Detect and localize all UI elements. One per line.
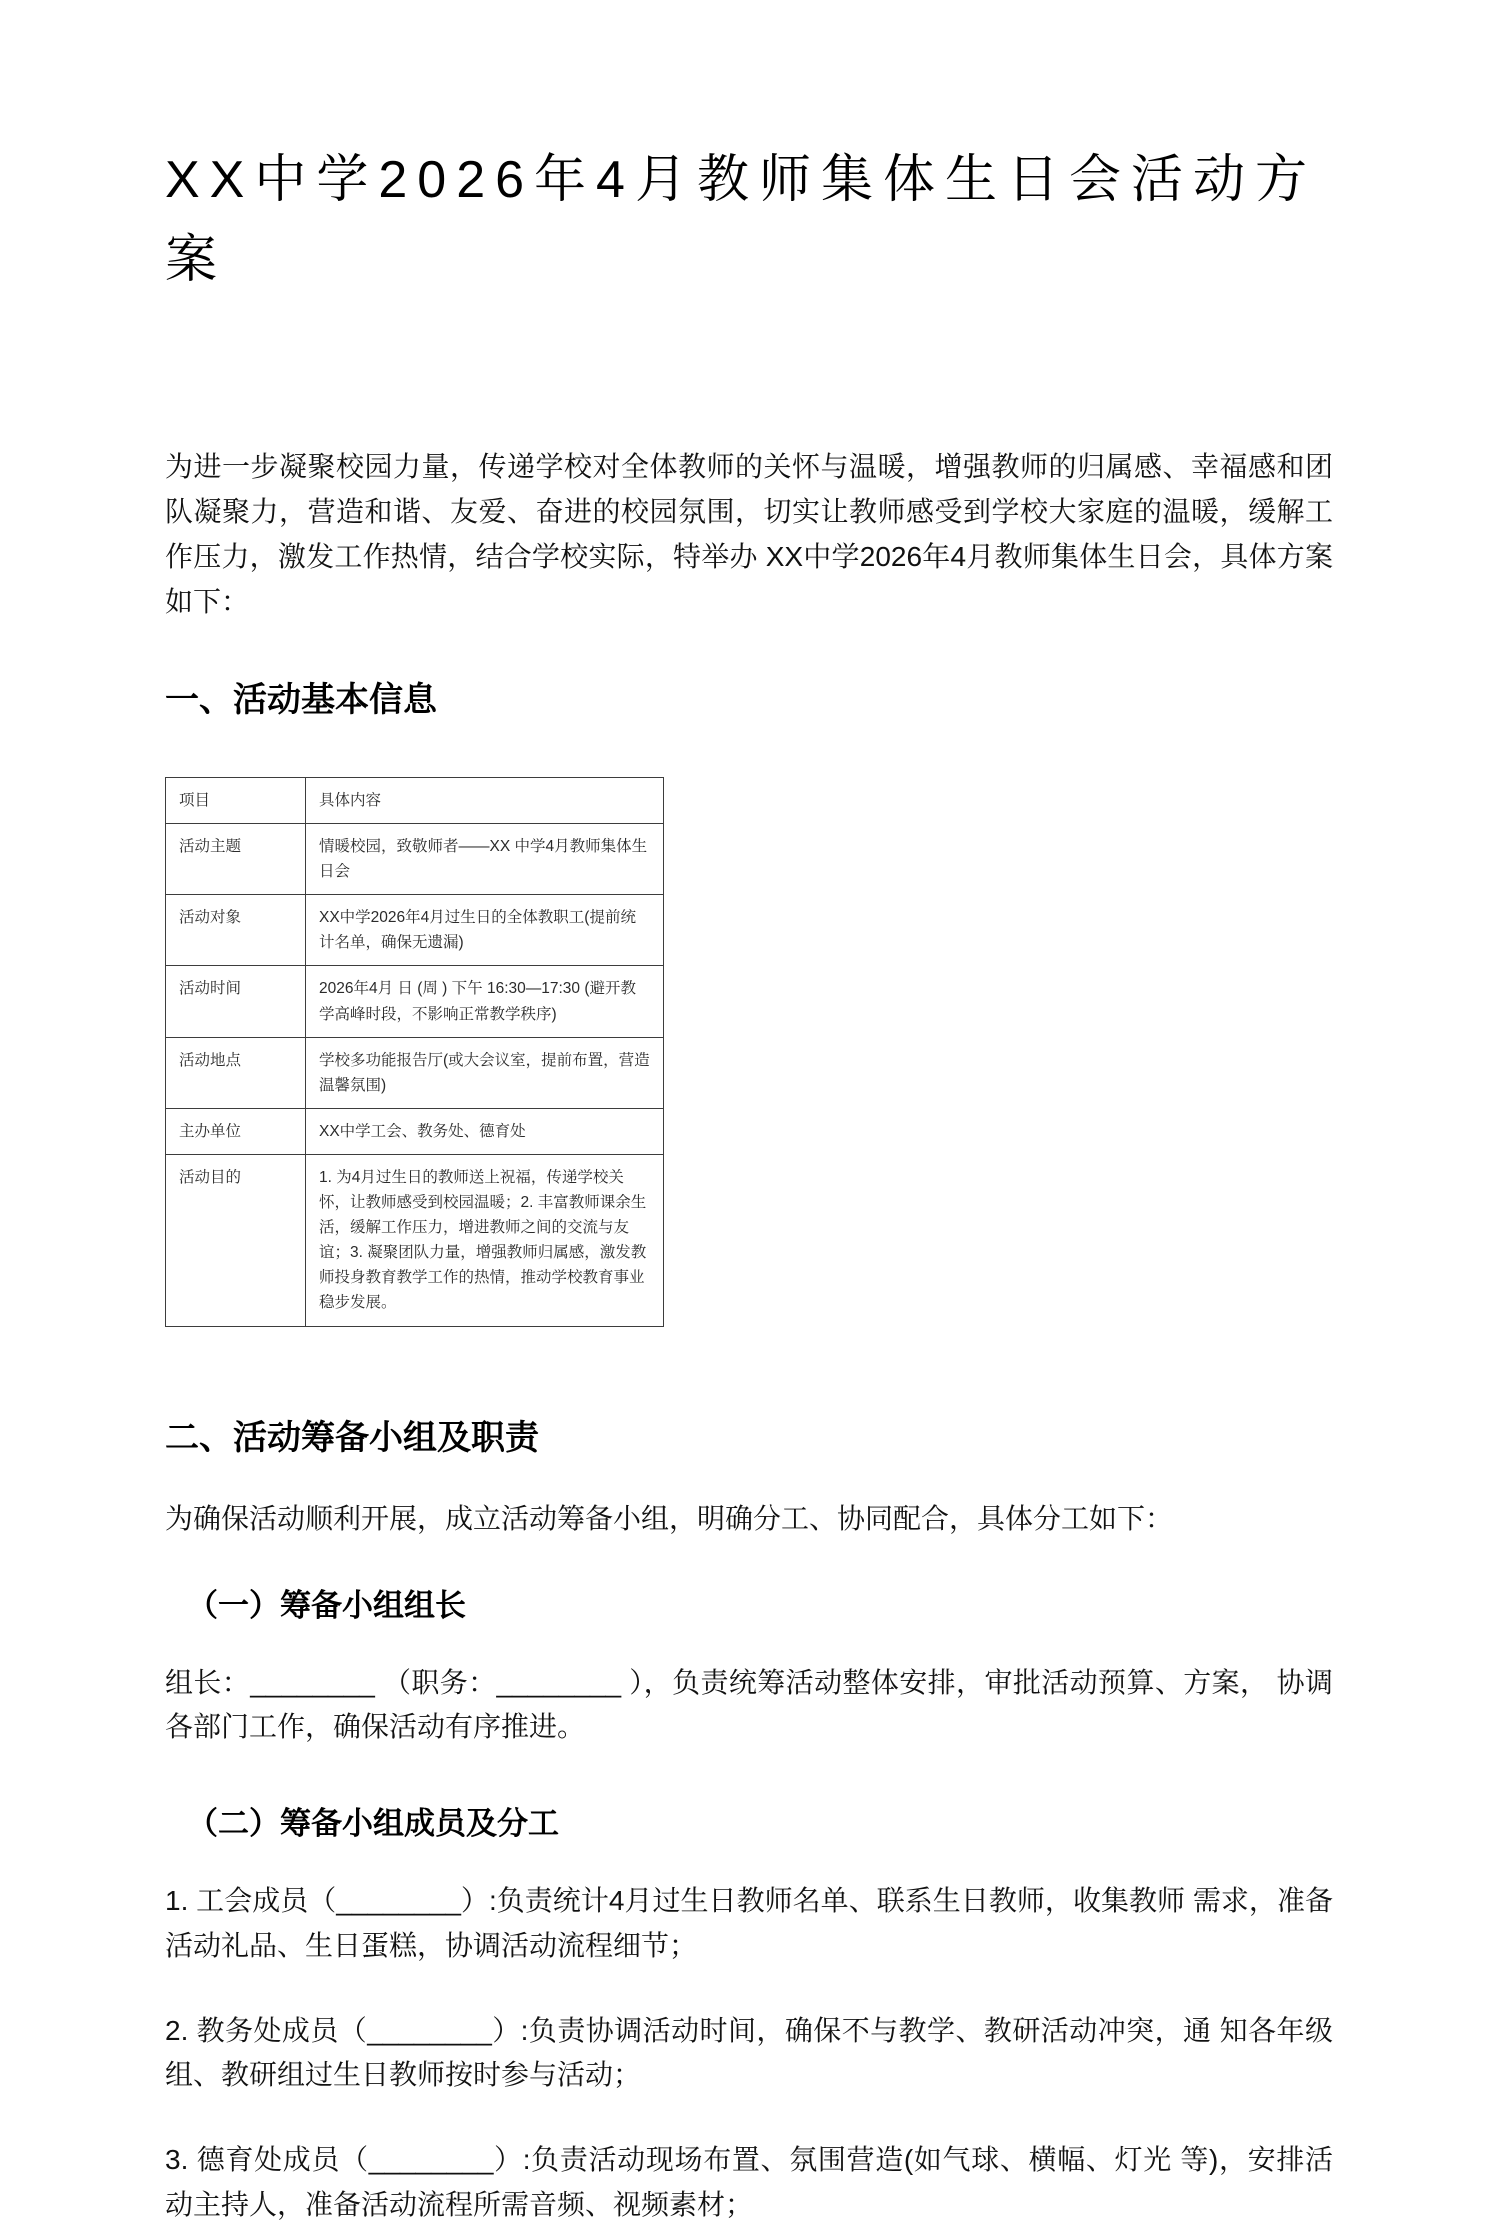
section-2-intro-paragraph: 为确保活动顺利开展，成立活动筹备小组，明确分工、协同配合，具体分工如下： (165, 1503, 1174, 1535)
section-2-heading: 二、活动筹备小组及职责 (165, 1418, 539, 1457)
row-value-cell: XX中学2026年4月过生日的全体教职工(提前统计名单，确保无遗漏) (306, 895, 664, 966)
member-item-union: 1. 工会成员（________）:负责统计4月过生日教师名单、联系生日教师，收集教师 需求，准备活动礼品、生日蛋糕，协调活动流程细节； (165, 1884, 1333, 1961)
subsection-1-heading: （一）筹备小组组长 (187, 1587, 466, 1623)
table-row-time (166, 966, 664, 1037)
row-value-cell: XX中学工会、教务处、德育处 (306, 1108, 664, 1154)
table-row-organizer (166, 1108, 664, 1154)
row-value-cell: 2026年4月 日 (周 ) 下午 16:30—17:30 (避开教学高峰时段，不影响正常教学秩序) (306, 966, 664, 1037)
table-row-location (166, 1037, 664, 1108)
document-title: XX中学2026年4月教师集体生日会活动方案 (165, 151, 1317, 290)
row-label-cell: 活动目的 (166, 1154, 306, 1326)
table-header-item: 项目 (166, 777, 306, 823)
row-value-cell: 学校多功能报告厅(或大会议室，提前布置，营造温馨氛围) (306, 1037, 664, 1108)
row-label-cell: 主办单位 (166, 1108, 306, 1154)
row-label-cell: 活动对象 (166, 895, 306, 966)
table-row-theme (166, 823, 664, 894)
activity-info-table (165, 777, 664, 1327)
row-label-cell: 活动地点 (166, 1037, 306, 1108)
intro-paragraph: 为进一步凝聚校园力量，传递学校对全体教师的关怀与温暖，增强教师的归属感、幸福感和团队凝聚力，营造和谐、友爱、奋进的校园氛围，切实让教师感受到学校大家庭的温暖，缓解工作压力，激发工作热情，结合学校实际，特举办 XX中学2026年4月教师集体生日会，具体方案如下： (165, 451, 1333, 617)
row-label-cell: 活动时间 (166, 966, 306, 1037)
table-header-content: 具体内容 (306, 777, 664, 823)
member-item-academic-office: 2. 教务处成员（________）:负责协调活动时间，确保不与教学、教研活动冲突，通 知各年级组、教研组过生日教师按时参与活动； (165, 2014, 1333, 2091)
row-label-cell: 活动主题 (166, 823, 306, 894)
row-value-cell: 1. 为4月过生日的教师送上祝福，传递学校关怀，让教师感受到校园温暖；2. 丰富教师课余生活，缓解工作压力，增进教师之间的交流与友谊；3. 凝聚团队力量，增强教师归属感，激发教师投身教育教学工作的热情，推动学校教育事业稳步发展。 (306, 1154, 664, 1326)
row-value-cell: 情暖校园，致敬师者——XX 中学4月教师集体生日会 (306, 823, 664, 894)
group-leader-paragraph: 组长：________ （职务：________ ），负责统筹活动整体安排，审批活动预算、方案， 协调各部门工作，确保活动有序推进。 (165, 1666, 1333, 1743)
member-item-moral-education-office: 3. 德育处成员（________）:负责活动现场布置、氛围营造(如气球、横幅、灯光 等)，安排活动主持人，准备活动流程所需音频、视频素材； (165, 2144, 1333, 2220)
section-1-heading: 一、活动基本信息 (165, 681, 437, 720)
table-row-audience (166, 895, 664, 966)
table-header-row (166, 777, 664, 823)
table-row-purpose (166, 1154, 664, 1326)
subsection-2-heading: （二）筹备小组成员及分工 (187, 1806, 559, 1842)
